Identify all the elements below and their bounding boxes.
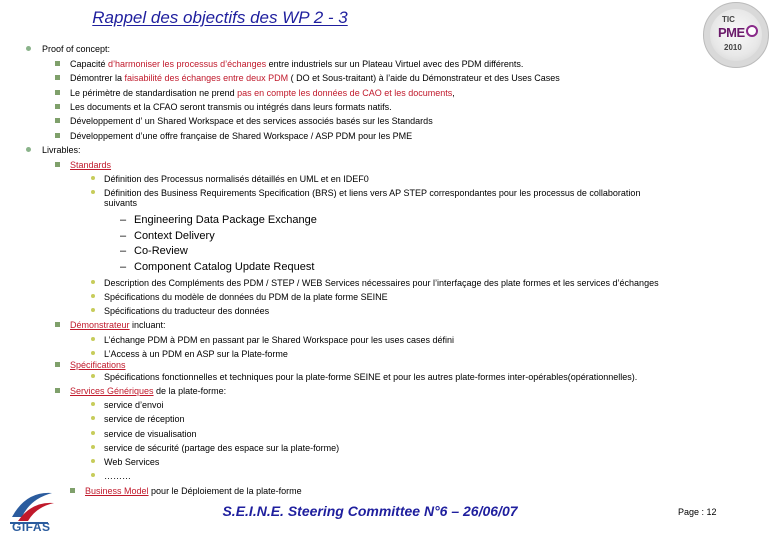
slide-title: Rappel des objectifs des WP 2 - 3: [92, 8, 348, 27]
standards-link[interactable]: Standards: [70, 160, 112, 170]
demonstrateur-link[interactable]: Démonstrateur: [70, 320, 130, 330]
footer-title: S.E.I.N.E. Steering Committee N°6 – 26/06/07: [222, 503, 518, 519]
tic-pme-2010-logo: [703, 2, 769, 68]
gifas-label: GIFAS: [12, 520, 51, 534]
demonstrateur-item: Démonstrateur incluant:: [70, 320, 166, 330]
logo-circle-icon: [746, 25, 758, 37]
list-item: Développement d’ un Shared Workspace et des services associés basés sur les Standards: [70, 116, 433, 126]
list-item: L’échange PDM à PDM en passant par le Shared Workspace pour les uses cases défini: [104, 335, 455, 345]
dash-item: – Engineering Data Package Exchange: [134, 214, 317, 227]
logo-main-text: PME: [718, 25, 745, 40]
dash-item: – Co-Review: [134, 245, 188, 258]
services-item: Services Génériques de la plate-forme:: [70, 386, 227, 396]
livrables-heading: Livrables:: [42, 145, 81, 155]
list-item: Démontrer la faisabilité des échanges entre deux PDM ( DO et Sous-traitant) à l’aide du Démonstrateur et des Uses Cases: [70, 73, 560, 83]
list-item: Spécifications du traducteur des données: [104, 306, 270, 316]
list-item: service de visualisation: [104, 429, 197, 439]
business-item: Business Model pour le Déploiement de la plate-forme: [85, 486, 302, 496]
business-model-link[interactable]: Business Model: [85, 486, 149, 496]
page-number: Page : 12: [678, 507, 717, 517]
list-item: Définition des Processus normalisés détaillés en UML et en IDEF0: [104, 174, 369, 184]
list-item: service d’envoi: [104, 400, 164, 410]
dash-item: – Component Catalog Update Request: [134, 261, 314, 274]
list-item: Les documents et la CFAO seront transmis ou intégrés dans leurs formats natifs.: [70, 102, 392, 112]
list-item: Spécifications du modèle de données du PDM de la plate forme SEINE: [104, 292, 388, 302]
list-item: Le périmètre de standardisation ne prend pas en compte les données de CAO et les documents,: [70, 88, 455, 98]
list-item: Définition des Business Requirements Specification (BRS) et liens vers AP STEP correspondantes pour les processus de collaboration: [104, 188, 641, 198]
logo-top-text: TIC: [722, 15, 735, 24]
list-item-continuation: suivants: [104, 198, 138, 208]
logo-bottom-text: 2010: [724, 43, 742, 52]
list-item: service de réception: [104, 414, 185, 424]
proof-heading: Proof of concept:: [42, 44, 111, 54]
list-item: Spécifications fonctionnelles et techniques pour la plate-forme SEINE et pour les autres plate-formes inter-opérables(opérationnelles).: [104, 372, 638, 382]
list-item: Développement d’une offre française de Shared Workspace / ASP PDM pour les PME: [70, 131, 413, 141]
list-item: Description des Compléments des PDM / STEP / WEB Services nécessaires pour l’interfaçage des plate formes et les services d’échanges: [104, 278, 659, 288]
list-item: Web Services: [104, 457, 160, 467]
dash-item: – Context Delivery: [134, 230, 215, 243]
specifications-link[interactable]: Spécifications: [70, 360, 126, 370]
list-item: L’Access à un PDM en ASP sur la Plate-forme: [104, 349, 288, 359]
list-item: service de sécurité (partage des espace sur la plate-forme): [104, 443, 340, 453]
list-item: ………: [104, 471, 131, 481]
services-link[interactable]: Services Génériques: [70, 386, 154, 396]
list-item: Capacité d’harmoniser les processus d’échanges entre industriels sur un Plateau Virtuel avec des PDM différents.: [70, 59, 524, 69]
